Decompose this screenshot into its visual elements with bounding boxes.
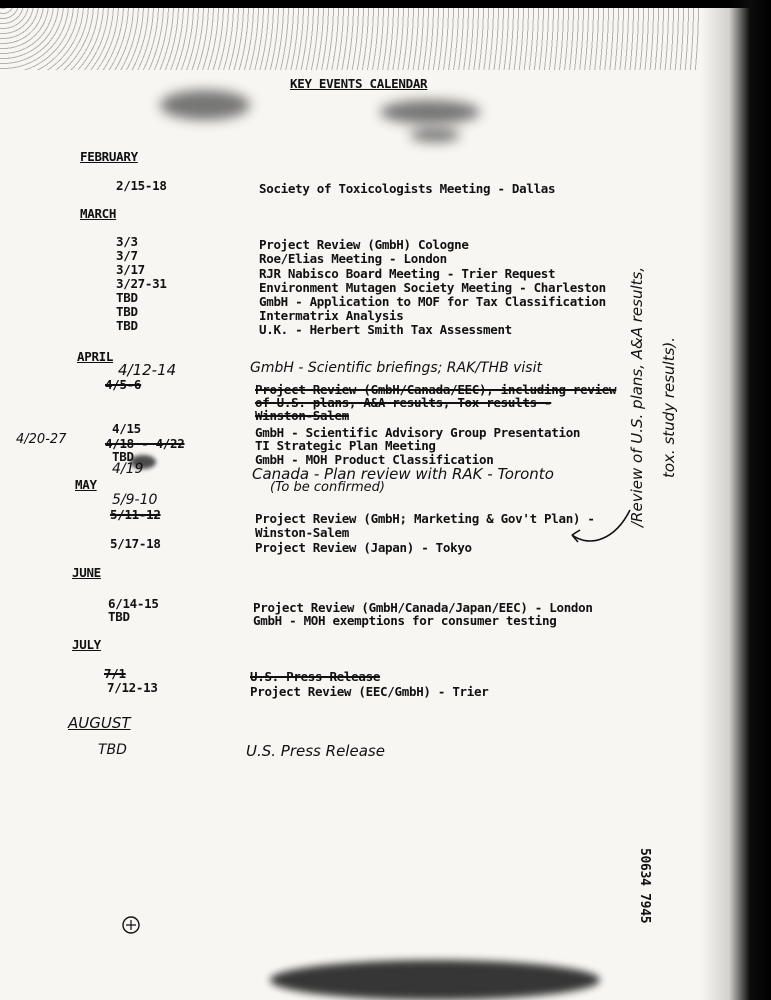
month-april: APRIL: [77, 349, 114, 364]
circle-mark-icon: [120, 914, 142, 936]
side-note-line-1: /Review of U.S. plans, A&A results,: [628, 266, 646, 527]
handwritten-event: U.S. Press Release: [246, 742, 385, 760]
event-date: 3/3: [116, 234, 138, 249]
struck-event-line: Project Review (GmbH/Canada/EEC), including review: [255, 382, 617, 397]
arrow-annotation: [560, 500, 640, 560]
event-text: Intermatrix Analysis: [259, 308, 404, 323]
scan-blot-bottom: [270, 960, 600, 1000]
page-title: KEY EVENTS CALENDAR: [290, 76, 428, 91]
event-text: TI Strategic Plan Meeting: [255, 438, 436, 453]
event-text: GmbH - MOH Product Classification: [255, 452, 494, 467]
event-date: TBD: [108, 609, 130, 624]
event-date: 3/27-31: [116, 276, 167, 291]
top-border: [0, 0, 771, 8]
month-may: MAY: [75, 477, 97, 492]
event-date: TBD: [116, 304, 138, 319]
event-date: 3/7: [116, 248, 138, 263]
handwritten-event: Canada - Plan review with RAK - Toronto: [252, 465, 554, 483]
event-date: 7/12-13: [107, 680, 158, 695]
event-text: RJR Nabisco Board Meeting - Trier Request: [259, 266, 556, 281]
event-text: U.K. - Herbert Smith Tax Assessment: [259, 322, 512, 337]
month-august: AUGUST: [68, 714, 131, 732]
struck-event-line: of U.S. plans, A&A results, Tox results -: [255, 395, 552, 410]
event-text: Roe/Elias Meeting - London: [259, 251, 447, 266]
side-note-line-2: tox. study results).: [660, 336, 678, 478]
event-date: TBD: [116, 290, 138, 305]
event-text: GmbH - MOH exemptions for consumer testing: [253, 613, 557, 628]
handwritten-event: GmbH - Scientific briefings; RAK/THB visit: [250, 360, 542, 376]
event-date: TBD: [116, 318, 138, 333]
event-text: Project Review (Japan) - Tokyo: [255, 540, 472, 555]
event-date: 4/15: [112, 421, 141, 436]
event-date: 5/17-18: [110, 536, 161, 551]
handwritten-date: TBD: [98, 742, 127, 758]
event-text: Society of Toxicologists Meeting - Dallas: [259, 181, 556, 196]
event-text: Environment Mutagen Society Meeting - Charleston: [259, 280, 606, 295]
struck-event-line: Winston-Salem: [255, 408, 349, 423]
event-text: GmbH - Application to MOF for Tax Classification: [259, 294, 606, 309]
struck-event: U.S. Press Release: [250, 669, 381, 684]
month-july: JULY: [72, 637, 101, 652]
scan-blot: [160, 90, 250, 120]
event-text: Project Review (EEC/GmbH) - Trier: [250, 684, 489, 699]
scan-blot: [380, 100, 480, 124]
event-date: TBD: [112, 449, 134, 464]
event-text: Project Review (GmbH) Cologne: [259, 237, 469, 252]
event-text: GmbH - Scientific Advisory Group Presentation: [255, 425, 581, 440]
handwritten-date: 4/12-14: [118, 361, 177, 379]
handwritten-event-note: (To be confirmed): [270, 480, 385, 495]
scan-blot: [410, 128, 460, 142]
month-march: MARCH: [80, 206, 117, 221]
month-june: JUNE: [72, 565, 101, 580]
struck-date: 5/11-12: [110, 507, 161, 522]
scan-edge: [701, 0, 771, 1000]
document-number: 50634 7945: [637, 848, 652, 924]
scan-noise-top: [0, 0, 700, 70]
event-date: 3/17: [116, 262, 145, 277]
event-date: 2/15-18: [116, 178, 167, 193]
struck-date: 7/1: [104, 666, 126, 681]
struck-date: 4/18 - 4/22: [105, 436, 185, 451]
event-text-continued: Winston-Salem: [255, 525, 349, 540]
handwritten-date: 4/19: [112, 461, 144, 477]
handwritten-date: 5/9-10: [112, 492, 158, 508]
margin-handwritten-date: 4/20-27: [16, 432, 67, 447]
event-text: Project Review (GmbH; Marketing & Gov't Plan) -: [255, 511, 595, 526]
event-text: Project Review (GmbH/Canada/Japan/EEC) - London: [253, 600, 593, 615]
event-date: 6/14-15: [108, 596, 159, 611]
month-february: FEBRUARY: [80, 149, 138, 164]
struck-date: 4/5-6: [105, 377, 142, 392]
